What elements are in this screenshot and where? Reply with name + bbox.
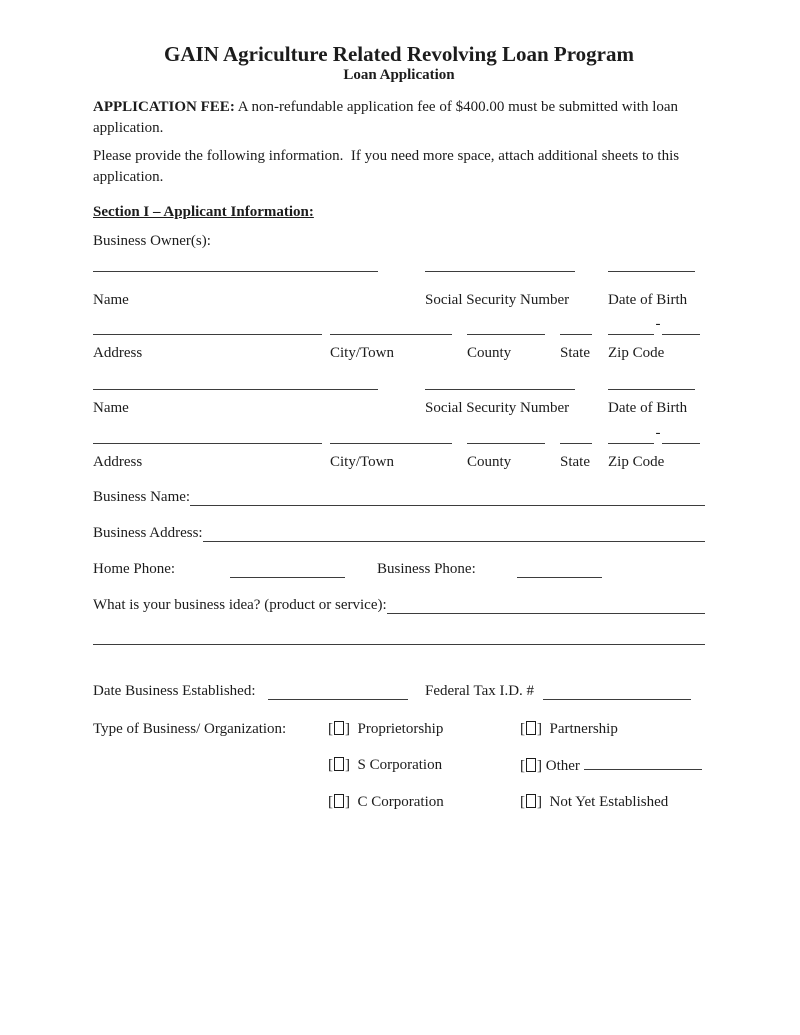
- business-idea-continuation-line: [93, 627, 705, 645]
- option-c-corporation[interactable]: [ ] C Corporation: [328, 794, 444, 810]
- business-phone-label: Business Phone:: [377, 561, 476, 577]
- zip-label: Zip Code: [608, 454, 665, 470]
- federal-tax-label: Federal Tax I.D. #: [425, 683, 535, 699]
- dob-label: Date of Birth: [608, 292, 688, 308]
- option-partnership-label: Partnership: [549, 721, 618, 737]
- instructions-paragraph: Please provide the following information. If you need more space, attach additional sheets to this application.: [93, 148, 683, 185]
- application-fee-paragraph: [93, 97, 705, 139]
- business-address-row: [93, 524, 705, 542]
- date-established-label: Date Business Established:: [93, 683, 256, 699]
- owner1-zip5-field[interactable]: [608, 317, 654, 335]
- option-other-field[interactable]: [584, 755, 702, 770]
- option-s-corporation[interactable]: [ ] S Corporation: [328, 757, 443, 773]
- name-label: Name: [93, 292, 129, 308]
- home-phone-field[interactable]: [230, 560, 345, 578]
- date-tax-row: [93, 682, 705, 700]
- phones-row: [93, 560, 705, 578]
- owner1-zip-field[interactable]: [608, 317, 700, 335]
- owner1-address-lines: [93, 317, 705, 335]
- owner2-name-ssn-dob-lines: [93, 372, 705, 390]
- business-owners-label: Business Owner(s):: [93, 233, 211, 249]
- owner1-county-field[interactable]: [467, 317, 545, 335]
- business-idea-field-line2[interactable]: [93, 627, 705, 645]
- business-type-row-3: [93, 792, 705, 812]
- owner1-name-field[interactable]: [93, 254, 378, 272]
- federal-tax-field[interactable]: [543, 682, 691, 700]
- checkbox-icon[interactable]: [334, 757, 344, 771]
- owner2-name-ssn-dob-labels: [93, 398, 705, 418]
- business-type-label: Type of Business/ Organization:: [93, 721, 287, 737]
- section1-heading: Section I – Applicant Information:: [93, 204, 314, 220]
- business-name-row: [93, 488, 705, 506]
- option-other-label: Other: [545, 758, 580, 774]
- city-label: City/Town: [330, 345, 394, 361]
- checkbox-icon[interactable]: [526, 794, 536, 808]
- business-type-row-1: [93, 719, 705, 739]
- owner2-address-labels: [93, 452, 705, 472]
- owner2-state-field[interactable]: [560, 426, 592, 444]
- owner1-address-labels: [93, 343, 705, 363]
- business-idea-field[interactable]: [387, 596, 705, 614]
- business-idea-row: [93, 596, 705, 614]
- option-proprietorship[interactable]: [ ] Proprietorship: [328, 721, 444, 737]
- state-label: State: [560, 454, 590, 470]
- ssn-label: Social Security Number: [425, 400, 570, 416]
- business-name-field[interactable]: [190, 488, 705, 506]
- application-fee-label: APPLICATION FEE:: [93, 99, 235, 115]
- business-type-row-2: [93, 755, 705, 776]
- owner2-zip-field[interactable]: [608, 426, 700, 444]
- zip-hyphen: -: [655, 316, 661, 332]
- option-proprietorship-label: Proprietorship: [357, 721, 444, 737]
- business-address-field[interactable]: [203, 524, 705, 542]
- business-idea-label: What is your business idea? (product or service):: [93, 597, 387, 613]
- business-phone-field[interactable]: [517, 560, 602, 578]
- owner2-address-lines: [93, 426, 705, 444]
- address-label: Address: [93, 454, 143, 470]
- county-label: County: [467, 454, 512, 470]
- checkbox-icon[interactable]: [334, 721, 344, 735]
- owner2-name-field[interactable]: [93, 372, 378, 390]
- page-title: GAIN Agriculture Related Revolving Loan Program: [164, 42, 634, 66]
- address-label: Address: [93, 345, 143, 361]
- date-established-field[interactable]: [268, 682, 408, 700]
- owner2-county-field[interactable]: [467, 426, 545, 444]
- owner1-name-ssn-dob-lines: [93, 254, 705, 272]
- state-label: State: [560, 345, 590, 361]
- owner2-zip4-field[interactable]: [662, 426, 700, 444]
- zip-label: Zip Code: [608, 345, 665, 361]
- owner2-city-field[interactable]: [330, 426, 452, 444]
- owner1-city-field[interactable]: [330, 317, 452, 335]
- owner1-ssn-field[interactable]: [425, 254, 575, 272]
- name-label: Name: [93, 400, 129, 416]
- ssn-label: Social Security Number: [425, 292, 570, 308]
- owner1-address-field[interactable]: [93, 317, 322, 335]
- city-label: City/Town: [330, 454, 394, 470]
- application-fee-text: A non-refundable application fee of $400.00 must be submitted with loan application.: [93, 99, 682, 136]
- owner2-ssn-field[interactable]: [425, 372, 575, 390]
- owner2-dob-field[interactable]: [608, 372, 695, 390]
- owner1-zip4-field[interactable]: [662, 317, 700, 335]
- checkbox-icon[interactable]: [334, 794, 344, 808]
- option-partnership[interactable]: [ ] Partnership: [520, 721, 618, 737]
- dob-label: Date of Birth: [608, 400, 688, 416]
- owner2-address-field[interactable]: [93, 426, 322, 444]
- county-label: County: [467, 345, 512, 361]
- home-phone-label: Home Phone:: [93, 561, 176, 577]
- option-s-corporation-label: S Corporation: [357, 757, 443, 773]
- zip-hyphen: -: [655, 425, 661, 441]
- option-not-yet-established-label: Not Yet Established: [549, 794, 669, 810]
- page-subtitle: Loan Application: [343, 67, 455, 83]
- option-c-corporation-label: C Corporation: [357, 794, 444, 810]
- owner1-dob-field[interactable]: [608, 254, 695, 272]
- checkbox-icon[interactable]: [526, 758, 536, 772]
- business-name-label: Business Name:: [93, 489, 191, 505]
- option-other[interactable]: [ ] Other: [520, 755, 705, 776]
- owner2-zip5-field[interactable]: [608, 426, 654, 444]
- business-address-label: Business Address:: [93, 525, 203, 541]
- checkbox-icon[interactable]: [526, 721, 536, 735]
- option-not-yet-established[interactable]: [ ] Not Yet Established: [520, 794, 669, 810]
- owner1-name-ssn-dob-labels: [93, 290, 705, 310]
- owner1-state-field[interactable]: [560, 317, 592, 335]
